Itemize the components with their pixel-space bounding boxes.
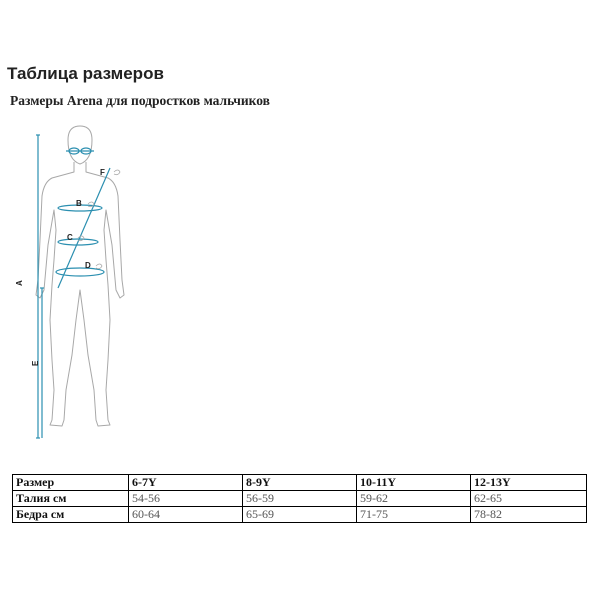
page-title: Таблица размеров xyxy=(7,64,164,83)
label-e: E xyxy=(31,360,40,366)
table-cell: 78-82 xyxy=(471,507,587,523)
table-row-waist xyxy=(13,491,587,507)
label-d: D xyxy=(85,261,91,270)
table-cell: 54-56 xyxy=(129,491,243,507)
table-cell: 59-62 xyxy=(357,491,471,507)
header-cell-6-7y: 6-7Y xyxy=(129,475,243,491)
body-outline-svg xyxy=(0,120,200,450)
table-row-hips xyxy=(13,507,587,523)
header-cell-size: Размер xyxy=(13,475,129,491)
table-cell: 60-64 xyxy=(129,507,243,523)
header-cell-10-11y: 10-11Y xyxy=(357,475,471,491)
header-cell-12-13y: 12-13Y xyxy=(471,475,587,491)
label-a: A xyxy=(15,280,24,286)
tape-icons xyxy=(78,170,120,269)
label-c: C xyxy=(67,233,73,242)
size-table xyxy=(12,474,587,523)
measure-loop-d xyxy=(56,268,104,276)
label-f: F xyxy=(100,168,105,177)
body-measurement-figure xyxy=(0,120,200,450)
page-subtitle: Размеры Arena для подростков мальчиков xyxy=(10,93,270,108)
measure-lines xyxy=(36,135,110,438)
header-cell-8-9y: 8-9Y xyxy=(243,475,357,491)
table-cell: 56-59 xyxy=(243,491,357,507)
table-cell: 65-69 xyxy=(243,507,357,523)
goggles-icon xyxy=(66,148,94,154)
table-cell: 62-65 xyxy=(471,491,587,507)
table-cell: 71-75 xyxy=(357,507,471,523)
row-label-hips: Бедра см xyxy=(13,507,129,523)
size-table-header-row xyxy=(13,475,587,491)
row-label-waist: Талия см xyxy=(13,491,129,507)
label-b: B xyxy=(76,199,82,208)
